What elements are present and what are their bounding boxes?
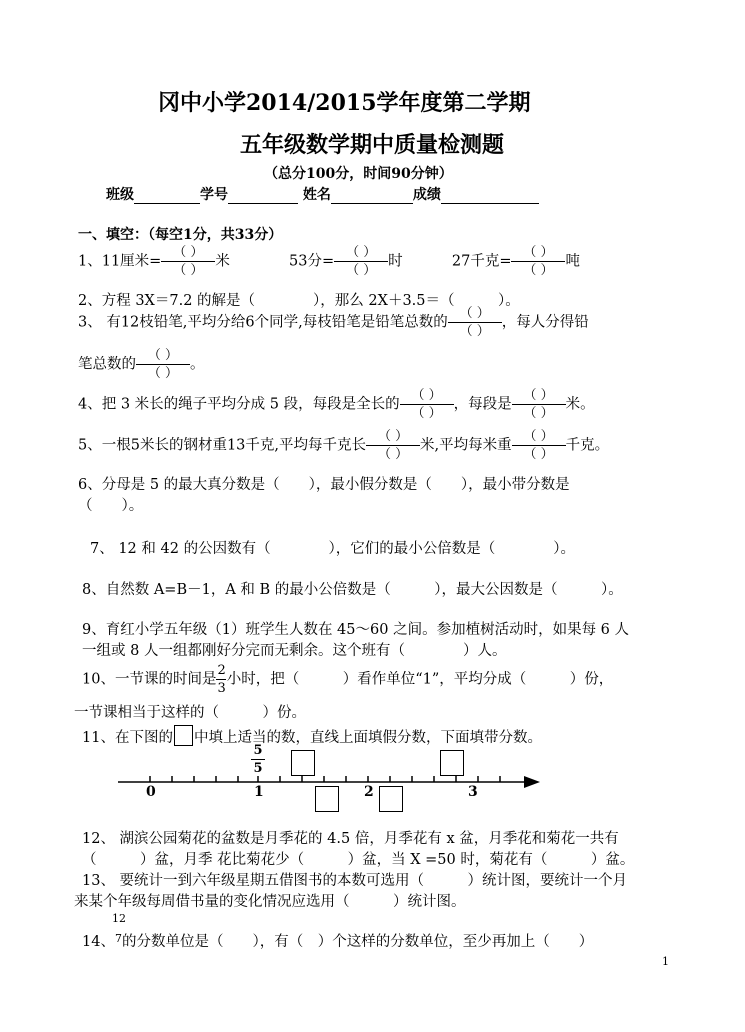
- id-field[interactable]: [228, 189, 298, 204]
- answer-box-above-2[interactable]: [440, 750, 464, 776]
- question-10-line-2: 一节课相当于这样的（ ）份。: [74, 705, 306, 721]
- score-field[interactable]: [441, 189, 539, 204]
- q14-fraction-numerator: 12: [112, 912, 126, 925]
- q1-unit-a: 米: [215, 253, 230, 270]
- question-9-line-1: 9、育红小学五年级（1）班学生人数在 45～60 之间。参加植树活动时，如果每 6 人: [82, 622, 630, 638]
- score-note: （总分100分，时间90分钟）: [264, 166, 453, 182]
- fraction-blank[interactable]: $\frac{( )}{( )}$: [161, 246, 215, 277]
- fraction-two-thirds: $\frac{2}{3}$: [217, 663, 226, 696]
- question-12-line-1: 12、 湖滨公园菊花的盆数是月季花的 4.5 倍，月季花有 x 盆，月季花和菊花一共有: [82, 831, 619, 847]
- question-3-line-2: 笔总数的 $\frac{( )}{( )}$ 。: [78, 348, 205, 381]
- question-8: 8、自然数 A=B－1，A 和 B 的最小公倍数是（ ），最大公因数是（ ）。: [82, 582, 623, 598]
- question-2: 2、方程 3X＝7.2 的解是（ ），那么 2X＋3.5＝（ ）。: [78, 293, 520, 309]
- question-10-line-1: 10、一节课的时间是 $\frac{2}{3}$ 小时，把（ ）看作单位“1”，平均分成（ ）份，: [82, 663, 614, 696]
- fraction-blank[interactable]: $\frac{( )}{( )}$: [366, 430, 420, 461]
- score-label: 成绩: [412, 187, 441, 203]
- tick-label-1: 1: [254, 784, 264, 800]
- q1-part-a: 1、11厘米=: [78, 253, 162, 270]
- question-3-line-1: 3、 有12枝铅笔,平均分给6个同学,每枝铅笔是铅笔总数的 $\frac{( )}{( )}$ ，每人分得铅: [78, 306, 589, 339]
- fraction-blank[interactable]: $\frac{( )}{( )}$: [448, 307, 502, 338]
- page-subtitle: 五年级数学期中质量检测题: [240, 132, 505, 158]
- fraction-blank[interactable]: $\frac{( )}{( )}$: [512, 389, 566, 420]
- student-info-line: [106, 184, 539, 204]
- question-14: 14、$^7$的分数单位是（ ），有（ ）个这样的分数单位，至少再加上（ ）: [82, 932, 594, 950]
- fraction-blank[interactable]: $\frac{( )}{( )}$: [512, 430, 566, 461]
- box-icon: [174, 725, 193, 746]
- tick-label-2: 2: [364, 784, 374, 800]
- fraction-blank[interactable]: $\frac{( )}{( )}$: [400, 389, 454, 420]
- question-6-line-1: 6、分母是 5 的最大真分数是（ ），最小假分数是（ ），最小带分数是: [78, 477, 570, 493]
- class-label: 班级: [106, 187, 134, 203]
- q14-fraction-denominator: 7: [114, 932, 122, 945]
- class-field[interactable]: [134, 189, 200, 204]
- page-number: 1: [662, 955, 669, 968]
- question-13-line-2: 来某个年级每周借书量的变化情况应选用（ ）统计图。: [74, 894, 466, 910]
- question-13-line-1: 13、 要统计一到六年级星期五借图书的本数可选用（ ）统计图，要统计一个月: [82, 873, 628, 889]
- answer-box-above-1[interactable]: [291, 750, 315, 776]
- answer-box-below-1[interactable]: [315, 786, 339, 812]
- q1-part-b: 53分=: [289, 253, 335, 270]
- fraction-blank[interactable]: $\frac{( )}{( )}$: [334, 246, 388, 277]
- tick-label-3: 3: [468, 784, 478, 800]
- q1-part-c: 27千克=: [451, 253, 512, 270]
- name-label: 姓名: [302, 187, 331, 203]
- question-11: 11、在下图的 中填上适当的数，直线上面填假分数，下面填带分数。: [82, 725, 542, 747]
- question-12-line-2: （ ）盆，月季 花比菊花少（ ）盆，当 X =50 时，菊花有（ ）盆。: [82, 852, 635, 868]
- fraction-blank[interactable]: $\frac{( )}{( )}$: [511, 246, 565, 277]
- question-7: 7、 12 和 42 的公因数有（ ），它们的最小公倍数是（ ）。: [90, 541, 576, 557]
- page-title: 冈中小学2014/2015学年度第二学期: [158, 90, 531, 116]
- tick-label-0: 0: [146, 784, 156, 800]
- question-9-line-2: 一组或 8 人一组都刚好分完而无剩余。这个班有（ ）人。: [82, 643, 507, 659]
- fraction-blank[interactable]: $\frac{( )}{( )}$: [136, 349, 190, 380]
- name-field[interactable]: [331, 189, 413, 204]
- q1-unit-c: 吨: [565, 253, 580, 270]
- fraction-five-fifths: 5 5: [251, 744, 265, 775]
- question-6-line-2: （ ）。: [78, 498, 144, 514]
- question-1: [78, 246, 580, 277]
- q1-unit-b: 时: [388, 253, 403, 270]
- question-4: 4、把 3 米长的绳子平均分成 5 段，每段是全长的 $\frac{( )}{( )}$ ，每段是 $\frac{( )}{( )}$ 米。: [78, 388, 595, 421]
- section-heading: 一、填空：（每空1分，共33分）: [78, 227, 283, 243]
- answer-box-below-2[interactable]: [379, 786, 403, 812]
- id-label: 学号: [200, 187, 228, 203]
- question-5: 5、一根5米长的钢材重13千克,平均每千克长 $\frac{( )}{( )}$ 米,平均每米重 $\frac{( )}{( )}$ 千克。: [78, 429, 610, 462]
